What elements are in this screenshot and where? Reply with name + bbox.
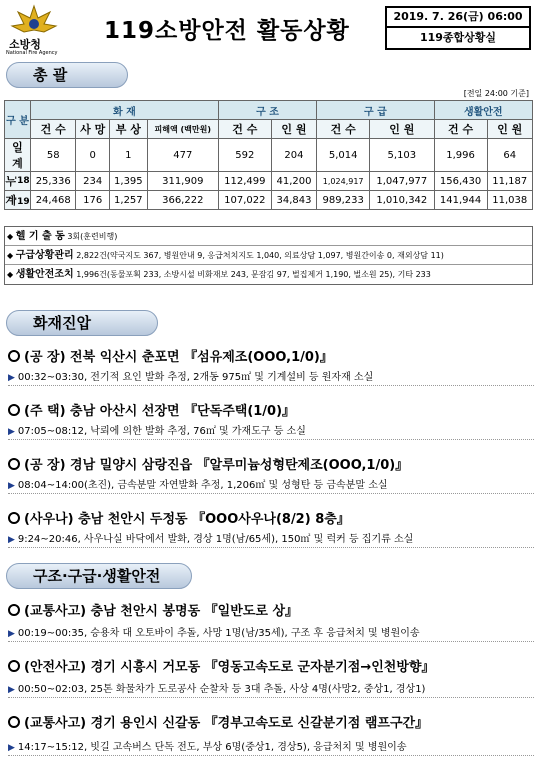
cell: 5,014 [317, 139, 370, 172]
fire-item-detail [8, 476, 534, 494]
col-group-rescue: 구 조 [218, 101, 316, 120]
cell: 107,022 [218, 191, 271, 210]
col-group-safety: 생활안전 [434, 101, 532, 120]
note-ems [5, 246, 532, 265]
cell: 592 [218, 139, 271, 172]
summary-heading: 총 괄 [6, 62, 128, 88]
diamond-icon: ◆ [7, 251, 14, 260]
note-label: 구급상황관리 [15, 250, 74, 261]
row-label [5, 172, 31, 191]
cell: 24,468 [31, 191, 76, 210]
table-row [5, 172, 533, 191]
col-group-ems: 구 급 [317, 101, 434, 120]
rescue-item-title [8, 600, 298, 619]
row-header: 구 분 [5, 101, 31, 139]
rescue-item-detail [8, 738, 534, 756]
cell: 1,047,977 [370, 172, 434, 191]
circle-icon [8, 716, 20, 728]
notes-box [4, 226, 533, 285]
cell: 176 [76, 191, 110, 210]
cell: 11,038 [487, 191, 532, 210]
cell: 1,024,917 [317, 172, 370, 191]
subcol-header: 건 수 [317, 120, 370, 139]
triangle-icon: ▶ [8, 427, 15, 437]
cell: 204 [271, 139, 316, 172]
cell: 34,843 [271, 191, 316, 210]
item-detail-text: 00:32~03:30, 전기적 요인 발화 추정, 2개동 975㎡ 및 기계설비 등 원자재 소실 [17, 372, 374, 383]
circle-icon [8, 604, 20, 616]
circle-icon [8, 512, 20, 524]
subcol-header: 부 상 [109, 120, 147, 139]
circle-icon [8, 660, 20, 672]
summary-table [4, 100, 533, 210]
fire-heading: 화재진압 [6, 310, 158, 336]
cum-label-bottom: 계 [5, 194, 16, 207]
fire-item-detail [8, 368, 534, 386]
item-title-text: (사우나) 충남 천안시 두정동 『OOO사우나(8/2) 8층』 [24, 512, 350, 527]
item-detail-text: 00:19~00:35, 승용차 대 오토바이 추돌, 사망 1명(남/35세), 구조 후 응급처치 및 병원이송 [17, 628, 420, 639]
note-text: 2,822건(약국지도 367, 병원안내 9, 응급처치지도 1,040, 의료상담 1,097, 병원간이송 0, 재외상담 11) [76, 251, 444, 260]
triangle-icon: ▶ [8, 743, 15, 753]
item-detail-text: 14:17~15:12, 빗길 고속버스 단독 전도, 부상 6명(중상1, 경상5), 응급처치 및 병원이송 [17, 742, 407, 753]
cell: 366,222 [147, 191, 218, 210]
cell: 1,395 [109, 172, 147, 191]
cell: 25,336 [31, 172, 76, 191]
item-title-text: (안전사고) 경기 시흥시 거모동 『영동고속도로 군자분기점→인천방향』 [24, 660, 435, 675]
item-detail-text: 07:05~08:12, 낙뢰에 의한 발화 추정, 76㎡ 및 가재도구 등 소실 [17, 426, 306, 437]
unit-note: [전일 24:00 기준] [463, 89, 529, 98]
table-row [5, 139, 533, 172]
note-helicopter [5, 227, 532, 246]
cell: 477 [147, 139, 218, 172]
rescue-heading: 구조·구급·생활안전 [6, 563, 192, 589]
triangle-icon: ▶ [8, 481, 15, 491]
circle-icon [8, 458, 20, 470]
diamond-icon: ◆ [7, 232, 14, 241]
cell: 5,103 [370, 139, 434, 172]
cell: 41,200 [271, 172, 316, 191]
cell: 234 [76, 172, 110, 191]
subcol-header: 건 수 [218, 120, 271, 139]
fire-item-detail [8, 530, 534, 548]
year-label: '19 [14, 197, 30, 207]
cell: 112,499 [218, 172, 271, 191]
cum-label-top: 누 [5, 175, 16, 188]
rescue-item-detail [8, 624, 534, 642]
row-label: 일 계 [5, 139, 31, 172]
report-department: 119종합상황실 [385, 28, 531, 50]
circle-icon [8, 350, 20, 362]
page-title: 119소방안전 활동상황 [104, 18, 350, 44]
fire-item-title [8, 400, 295, 419]
subcol-header: 건 수 [434, 120, 487, 139]
circle-icon [8, 404, 20, 416]
subcol-header: 사 망 [76, 120, 110, 139]
item-title-text: (공 장) 경남 밀양시 삼랑진읍 『알루미늄성형탄제조(OOO,1/0)』 [24, 458, 409, 473]
item-detail-text: 08:04~14:00(초진), 금속분말 자연발화 추정, 1,206㎡ 및 성형탄 등 금속분말 소실 [17, 480, 388, 491]
cell: 989,233 [317, 191, 370, 210]
item-title-text: (주 택) 충남 아산시 선장면 『단독주택(1/0)』 [24, 404, 296, 419]
cell: 1,010,342 [370, 191, 434, 210]
note-text: 3회(훈련비행) [67, 232, 118, 241]
logo-subtext: National Fire Agency [6, 50, 58, 56]
fire-item-title [8, 346, 333, 365]
item-title-text: (교통사고) 경기 용인시 신갈동 『경부고속도로 신갈분기점 램프구간』 [24, 716, 429, 731]
item-detail-text: 9:24~20:46, 사우나실 바닥에서 발화, 경상 1명(남/65세), 150㎡ 및 럭커 등 집기류 소실 [17, 534, 414, 545]
triangle-icon: ▶ [8, 685, 15, 695]
subcol-header: 인 원 [370, 120, 434, 139]
note-label: 생활안전조치 [15, 269, 74, 280]
cell: 1,996 [434, 139, 487, 172]
subcol-header: 건 수 [31, 120, 76, 139]
row-label [5, 191, 31, 210]
item-title-text: (공 장) 전북 익산시 춘포면 『섬유제조(OOO,1/0)』 [24, 350, 333, 365]
diamond-icon: ◆ [7, 270, 14, 279]
item-detail-text: 00:50~02:03, 25톤 화물차가 도로공사 순찰차 등 3대 추돌, 사상 4명(사망2, 중상1, 경상1) [17, 684, 426, 695]
note-text: 1,996건(동물포획 233, 소방시설 비화재보 243, 문잠김 97, 벌집제거 1,190, 벌소원 25), 기타 233 [76, 270, 431, 279]
note-label: 헬 기 출 동 [15, 231, 65, 242]
logo-text: 소방청 [9, 38, 41, 51]
cell: 1,257 [109, 191, 147, 210]
year-label: '18 [14, 176, 30, 186]
triangle-icon: ▶ [8, 629, 15, 639]
triangle-icon: ▶ [8, 373, 15, 383]
fire-item-title [8, 508, 350, 527]
cell: 58 [31, 139, 76, 172]
rescue-item-title [8, 656, 434, 675]
col-group-fire: 화 재 [31, 101, 219, 120]
item-title-text: (교통사고) 충남 천안시 봉명동 『일반도로 상』 [24, 604, 298, 619]
triangle-icon: ▶ [8, 535, 15, 545]
cell: 156,430 [434, 172, 487, 191]
rescue-item-title [8, 712, 428, 731]
fire-item-detail [8, 422, 534, 440]
note-safety [5, 265, 532, 284]
subcol-header: 인 원 [487, 120, 532, 139]
cell: 141,944 [434, 191, 487, 210]
subcol-header: 피해액 (백만원) [147, 120, 218, 139]
fire-item-title [8, 454, 408, 473]
cell: 64 [487, 139, 532, 172]
subcol-header: 인 원 [271, 120, 316, 139]
cell: 311,909 [147, 172, 218, 191]
report-date: 2019. 7. 26(금) 06:00 [385, 6, 531, 28]
cell: 0 [76, 139, 110, 172]
page-header [0, 0, 537, 60]
cell: 11,187 [487, 172, 532, 191]
table-row [5, 191, 533, 210]
rescue-item-detail [8, 680, 534, 698]
cell: 1 [109, 139, 147, 172]
